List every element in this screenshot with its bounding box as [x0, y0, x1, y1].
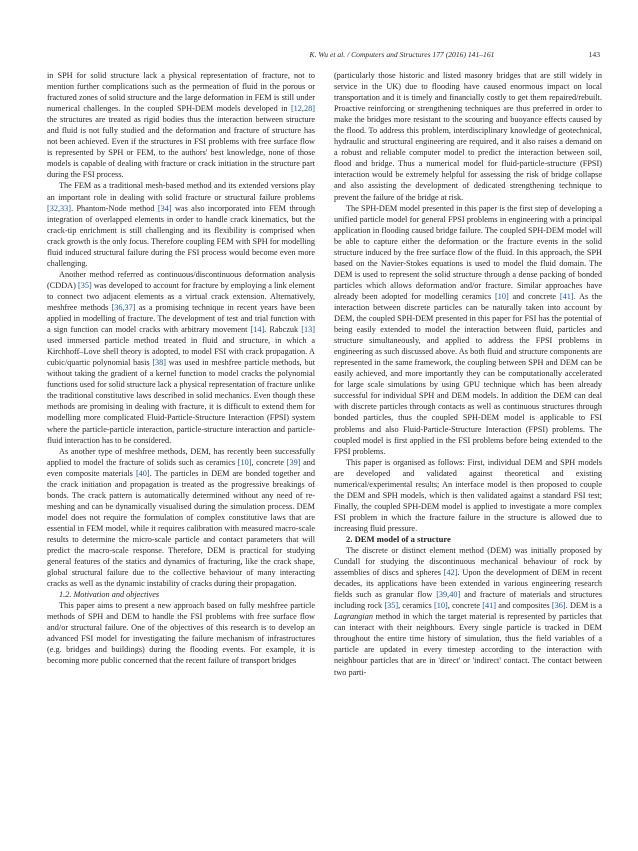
citation-link[interactable]: [10]	[237, 457, 252, 467]
paragraph: As another type of meshfree methods, DEM, has recently been successfully applied to model the fracture of solids such as ceramics [10], concrete [39] and even composite materials [40]. The particles in DEM are bonded together and the crack initiation and propagation is treated as the progressive breakings of bonds. The crack pattern is automatically determined without any need of re-meshing and can be dynamically visualised during the simulation process. DEM model does not require the formulation of complex constitutive laws that are essential in FEM model, while it requires calibration with measured macro-scale results to determine the micro-scale particle and contact parameters that will predict the macro-scale response. Therefore, DEM is practical for studying general features of the statics and dynamics of fracturing, like the crack shape, global structural failure due to the collective behaviour of many interacting cracks as well as the dynamic instability of cracks during their propagation.	[47, 446, 316, 589]
citation-link[interactable]: [10]	[494, 291, 509, 301]
citation-link[interactable]: [36,37]	[111, 302, 136, 312]
citation-link[interactable]: [38]	[152, 358, 167, 368]
citation-link[interactable]: [35]	[384, 601, 399, 611]
paragraph: This paper is organised as follows: First, individual DEM and SPH models are developed and validated against theoretical and existing numerical/experimental results; An interface model is then proposed to couple the DEM and SPH models, which is then validated against a standard FSI test; Finally, the coupled SPH-DEM model is applied to investigate a more complex FSI problem in which the fracture failure in the structure is allowed due to increasing fluid pressure.	[334, 457, 602, 533]
citation-link[interactable]: [10]	[434, 601, 448, 611]
paragraph: This paper aims to present a new approach based on fully meshfree particle methods of SPH and DEM to handle the FSI problems with free surface flow and/or structural failure. One of the objectives of this research is to develop an advanced FSI model for investigating the failure mechanism of infrastructures (e.g. bridges and buildings) during the flooding events. For example, it is becoming more public concerned that the recent failure of transport bridges	[47, 601, 315, 666]
page-number: 143	[588, 50, 600, 59]
paragraph: The FEM as a traditional mesh-based method and its extended versions play an important role in dealing with solid fracture or structural failure problems [32,33]. Phantom-Node method [34] was also incorporated into FEM through integration of overlapped elements in order to handle crack kinematics, but the crack-tip enrichment is still challenging and its flexibility is comprised when crack growth is the only focus. Therefore coupling FEM with SPH for modelling fluid induced structural failure during the FSI process would become even more challenging.	[47, 181, 315, 268]
emphasis: Lagrangian	[334, 612, 373, 622]
citation-link[interactable]: [12,28]	[290, 104, 315, 114]
citation-link[interactable]: [32,33]	[47, 203, 72, 213]
citation-link[interactable]: [35]	[77, 280, 92, 290]
right-column	[334, 70, 602, 678]
subsection-heading: 1.2. Motivation and objectives	[59, 590, 160, 600]
paragraph: in SPH for solid structure lack a physical representation of fracture, not to mention further complications such as the permeation of fluid in the porous or fractured zones of solid structure and the large deformation in FEM is still under numerical challenges. In the coupled SPH-DEM models developed in [12,28] the structures are treated as rigid bodies thus the interaction between structure and fluid is not fully studied and the deformation and fracture of structure has not been achieved. Even if the structures in FSI problems with free surface flow is represented by SPH or FEM, to the authors' best knowledge, none of those models is capable of dealing with fracture or crack initiation in the structure part during the FSI process.	[47, 71, 315, 180]
running-title: K. Wu et al. / Computers and Structures 177 (2016) 141–161	[309, 50, 495, 59]
citation-link[interactable]: [41]	[482, 601, 497, 611]
citation-link[interactable]: [36]	[551, 601, 566, 611]
section-heading: 2. DEM model of a structure	[346, 533, 451, 544]
left-column	[47, 70, 315, 667]
paragraph: The discrete or distinct element method (DEM) was initially proposed by Cundall for studying the discontinuous mechanical behaviour of rock by assemblies of discs and spheres [42]. Upon the development of DEM in recent decades, its applications have been extended in various engineering research fields such as granular flow [39,40] and fracture of materials and structures including rock [35], ceramics [10], concrete [41] and composites [36]. DEM is a Lagrangian method in which the target material is represented by particles that can interact with their neighbours. Every single particle is tracked in DEM throughout the entire time history of simulation, thus the field variables of a particle are updated in every timestep according to the interaction with neighbour particles that are in 'direct' or 'indirect' contact. The contact between two parti-	[334, 546, 602, 677]
citation-link[interactable]: [14]	[250, 325, 265, 335]
citation-link[interactable]: [40]	[135, 468, 150, 478]
citation-link[interactable]: [39,40]	[436, 590, 461, 600]
paragraph: Another method referred as continuous/discontinuous deformation analysis (CDDA) [35] was developed to account for fracture by employing a link element to connect two adjacent elements as a virtual crack extension. Alternatively, meshfree methods [36,37] as a promising technique in recent years have been applied in modelling of fracture. The development of test and trial function with a sign function can model cracks with arbitrary movement [14]. Rabczuk [13] used immersed particle method treated in fluid and structure, in which a Kirchhoff–Love shell theory is adopted, to model FSI with crack propagation. A cubic/quartic polynomial basis [38] was used in meshfree particle methods, but without taking the gradient of a kernel function to model cracks the polynomial functions used for solid structure lack a physical representation of fracture unlike the traditional constitutive laws described in solid mechanics. Even though these methods are promising in dealing with fracture, it is difficult to extend them for modelling more complicated Fluid-Particle-Structure Interaction (FPSI) system where the particle-particle interaction, particle-structure interaction and particle-fluid interaction has to be considered.	[47, 269, 315, 445]
paragraph: (particularly those historic and listed masonry bridges that are still widely in service in the UK) due to flooding have caused enormous impact on local transportation and it is timely and financially costly to get them repaired/rebuilt. Proactive reinforcing or strengthening techniques are thus preferred in order to make the bridges more resistant to the scouring and buoyance effects caused by the flood. To address this problem, interdisciplinary knowledge of geotechnical, hydraulic and structural engineering are required, and it also raises a demand on a robust and reliable computer model to predict the interaction between soil, flood and bridge. Thus a numerical model for fluid-particle-structure (FPSI) interaction would be extremely helpful for assessing the risk of bridge collapse and also assisting the development of dedicated strengthening technique to prevent the failure of the bridge at risk.	[334, 71, 602, 202]
citation-link[interactable]: [39]	[286, 457, 301, 467]
citation-link[interactable]: [42]	[443, 568, 458, 578]
citation-link[interactable]: [41]	[559, 291, 574, 301]
paragraph: The SPH-DEM model presented in this paper is the first step of developing a unified particle model for general FPSI problems in engineering with a principal application in flooding caused bridge failure. The coupled SPH-DEM model will be able to capture either the deformation or the fracture events in the solid structure induced by the free surface flow of the fluid. In this approach, the SPH based on the Navier-Stokes equations is used to model the fluid domain. The DEM is used to represent the solid structure through a dense packing of bonded particles which allows deformation and/or fracture. Similar approaches have already been adopted for modelling ceramics [10] and concrete [41]. As the interaction between discrete particles can be naturally taken into account by DEM, the coupled SPH-DEM presented in this paper for FSI has the potential of being easily extended to model the interaction between fluid, particles and structure simultaneously, and applied to address the FPSI problems in engineering as such discussed above. As both fluid and structure components are represented in the same framework, the coupling between SPH and DEM can be easily achieved, and more importantly they can be computationally accelerated for large scale simulations by using GPU technique which has been already successful for individual SPH and DEM models. In addition the DEM can deal with discrete particles through contacts as well as continuous structures through bonded particles, thus the coupled SPH-DEM model is applicable to FSI problems and also Fluid-Particle-Structure Interaction (FPSI) problems. The coupled model is first applied in the FSI problems before being extended to the FPSI problems.	[334, 203, 602, 456]
citation-link[interactable]: [34]	[157, 203, 172, 213]
citation-link[interactable]: [13]	[301, 325, 315, 335]
